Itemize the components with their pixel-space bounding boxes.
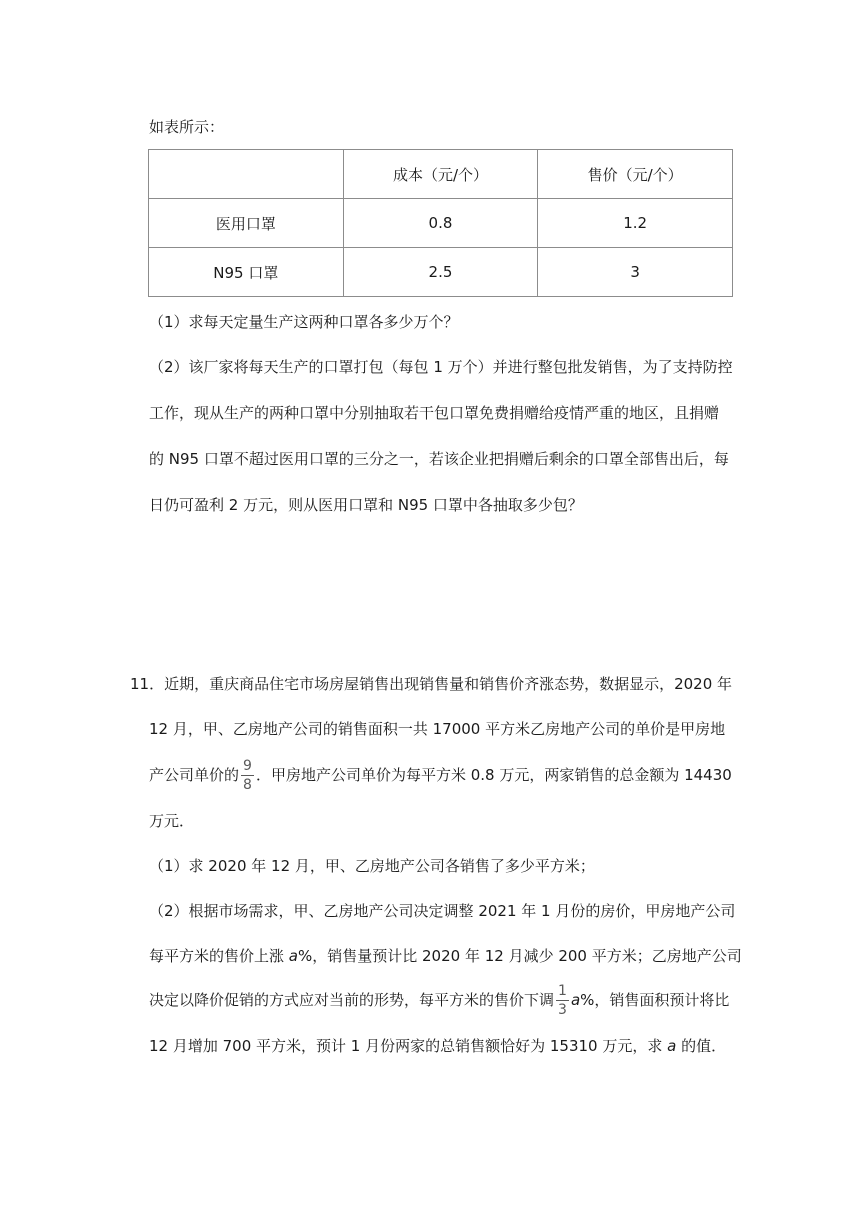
fraction-numerator: 9 bbox=[243, 758, 252, 774]
q11-part2-text: 的值． bbox=[676, 1037, 727, 1055]
table-cell: 3 bbox=[538, 248, 733, 297]
fraction-denominator: 3 bbox=[558, 1002, 567, 1018]
table-cell: 0.8 bbox=[343, 199, 538, 248]
q11-part2-line bbox=[149, 1036, 726, 1056]
fraction-numerator: 1 bbox=[558, 983, 567, 999]
table-header-cell: 成本（元/个） bbox=[343, 150, 538, 199]
q10-part2-line: 日仍可盈利 2 万元，则从医用口罩和 N95 口罩中各抽取多少包？ bbox=[149, 496, 583, 514]
table-header-cell bbox=[149, 150, 344, 199]
q11-part2-text: 每平方米的售价上涨 bbox=[149, 947, 289, 965]
q11-line bbox=[149, 758, 732, 792]
q11-part1: （1）求 2020 年 12 月，甲、乙房地产公司各销售了多少平方米； bbox=[149, 857, 595, 875]
q10-part1: （1）求每天定量生产这两种口罩各多少万个？ bbox=[149, 313, 459, 331]
q11-part2-line bbox=[149, 946, 742, 966]
q11-part2-line: （2）根据市场需求，甲、乙房地产公司决定调整 2021 年 1 月份的房价，甲房地产公司 bbox=[149, 902, 736, 920]
table-header-row bbox=[149, 150, 733, 199]
table-row bbox=[149, 199, 733, 248]
table-cell: 医用口罩 bbox=[149, 199, 344, 248]
q11-line: 11．近期，重庆商品住宅市场房屋销售出现销售量和销售价齐涨态势，数据显示，2020 年 bbox=[130, 675, 733, 693]
fraction-nine-eighths bbox=[241, 759, 254, 792]
table-cell: 2.5 bbox=[343, 248, 538, 297]
q10-part2-line: （2）该厂家将每天生产的口罩打包（每包 1 万个）并进行整包批发销售，为了支持防控 bbox=[149, 358, 733, 376]
q11-part2-text: %，销售量预计比 2020 年 12 月减少 200 平方米；乙房地产公司 bbox=[297, 947, 742, 965]
q11-part2-text: 12 月增加 700 平方米，预计 1 月份两家的总销售额恰好为 15310 万元，求 bbox=[149, 1037, 668, 1055]
table-row bbox=[149, 248, 733, 297]
table-header-cell: 售价（元/个） bbox=[538, 150, 733, 199]
intro-text: 如表所示： bbox=[149, 118, 225, 136]
variable-a: a bbox=[288, 947, 298, 965]
fraction-one-third bbox=[556, 984, 569, 1017]
q11-part2-text: 决定以降价促销的方式应对当前的形势，每平方米的售价下调 bbox=[149, 991, 555, 1009]
variable-a: a bbox=[667, 1037, 677, 1055]
q10-part2-line: 的 N95 口罩不超过医用口罩的三分之一，若该企业把捐赠后剩余的口罩全部售出后，每 bbox=[149, 450, 729, 468]
q11-part2-text: %，销售面积预计将比 bbox=[580, 991, 730, 1009]
q11-part2-line bbox=[149, 983, 729, 1017]
table-cell: N95 口罩 bbox=[149, 248, 344, 297]
cost-price-table bbox=[148, 149, 733, 297]
table-cell: 1.2 bbox=[538, 199, 733, 248]
q11-line: 万元． bbox=[149, 812, 195, 830]
q11-line3-text: ．甲房地产公司单价为每平方米 0.8 万元，两家销售的总金额为 14430 bbox=[255, 766, 732, 784]
fraction-denominator: 8 bbox=[243, 777, 252, 793]
q10-part2-line: 工作，现从生产的两种口罩中分别抽取若干包口罩免费捐赠给疫情严重的地区，且捐赠 bbox=[149, 404, 720, 422]
q11-line3-text: 产公司单价的 bbox=[149, 766, 240, 784]
q11-line: 12 月，甲、乙房地产公司的销售面积一共 17000 平方米乙房地产公司的单价是甲房地 bbox=[149, 720, 726, 738]
variable-a: a bbox=[570, 991, 581, 1009]
